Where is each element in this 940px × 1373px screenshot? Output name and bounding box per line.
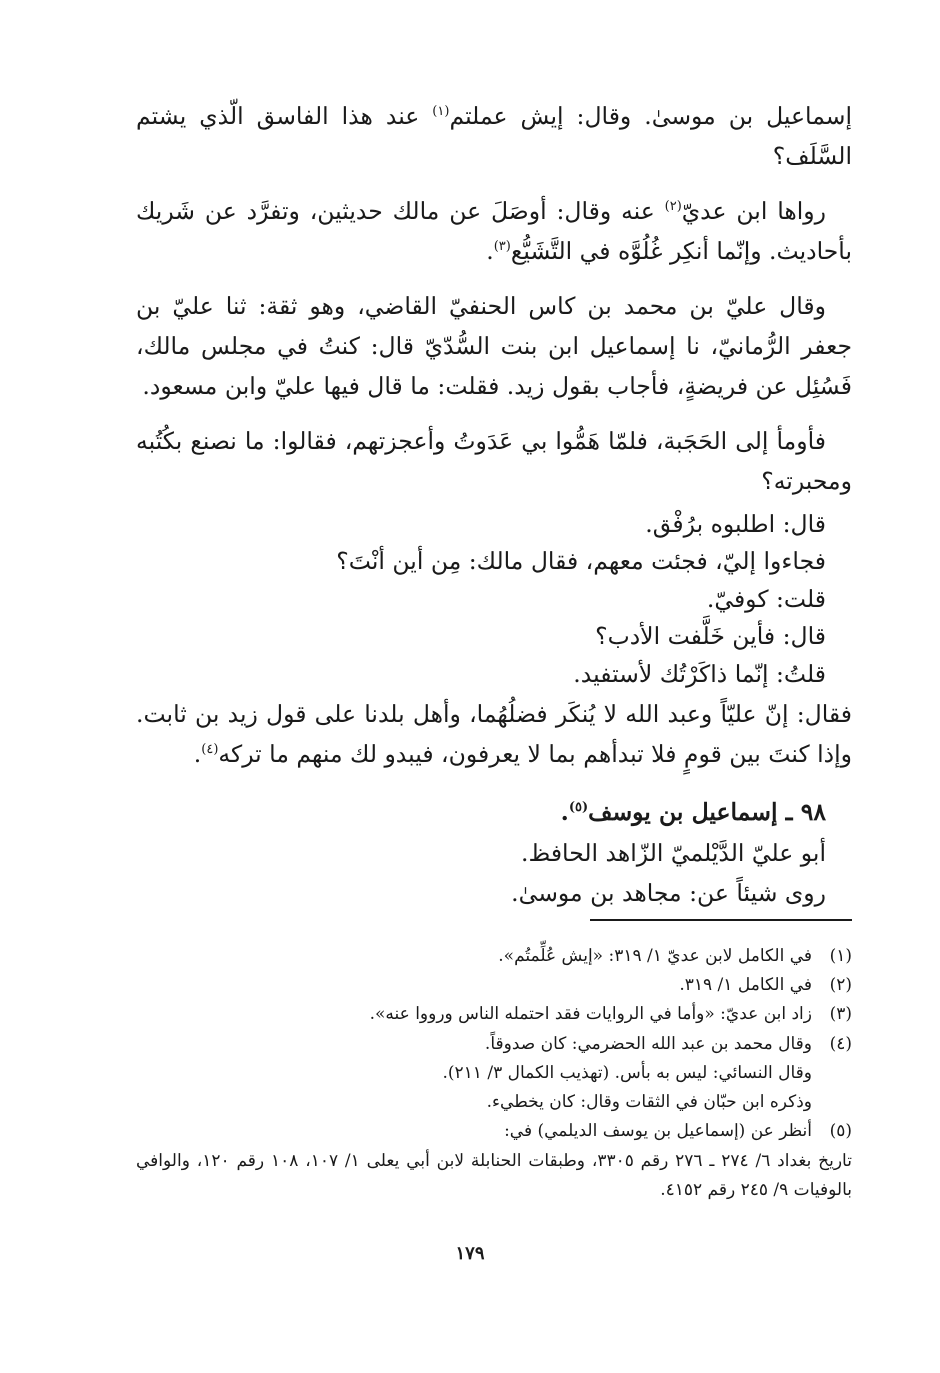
footnote-number: (٥): [829, 1121, 852, 1142]
entry-heading: ٩٨ ـ إسماعيل بن يوسف$^{(٥)}$.: [560, 798, 826, 827]
dialog-line-4: قال: فأين خَلَّفت الأدب؟: [595, 622, 826, 651]
footnote-text: زاد ابن عديّ: «وأما في الروايات فقد احتمله الناس ورووا عنه».: [369, 1004, 812, 1025]
footnote-number: (٢): [829, 975, 852, 996]
footnotes: [136, 942, 852, 1205]
footnote-ref-5: (٥): [568, 800, 589, 816]
dialog-line-5: قلتُ: إنّما ذاكَرْتُك لأستفيد.: [573, 660, 826, 689]
footnote-3: [136, 1000, 852, 1029]
paragraph-4: فأومأ إلى الحَجَبة، فلمّا هَمُّوا بي عَدَوتُ وأعجزتهم، فقالوا: ما نصنع بكُتُبه ومحبرته؟: [136, 426, 852, 496]
paragraph-3: وقال عليّ بن محمد بن كاس الحنفيّ القاضي، وهو ثقة: ثنا عليّ بن جعفر الرُّمانيّ، نا إسماعيل ابن بنت السُّدّيّ قال: كنتُ في مجلس مالك، فَسُئِل عن فريضةٍ، فأجاب بقول زيد. فقلت: ما قال فيها عليّ وابن مسعود.: [136, 291, 852, 401]
footnote-ref-2: (٢): [664, 198, 682, 214]
dialog-line-3: قلت: كوفيّ.: [706, 584, 826, 613]
dialog-line-2: فجاءوا إليّ، فجئت معهم، فقال مالك: مِن أين أنْتَ؟: [336, 547, 826, 576]
footnote-4: [136, 1030, 852, 1059]
footnote-4-continuation-1: وقال النسائي: ليس به بأس. (تهذيب الكمال ٣/ ٢١١).: [442, 1062, 812, 1083]
footnote-2: [136, 971, 852, 1000]
footnote-text: في الكامل لابن عديّ ١/ ٣١٩: «إيش عُلِّمتُم».: [498, 946, 812, 966]
dialog-line-1: قال: اطلبوه برُفْق.: [645, 509, 826, 538]
footnote-number: (٤): [829, 1033, 852, 1054]
entry-line-2: روى شيئاً عن: مجاهد بن موسىٰ.: [511, 879, 826, 908]
footnote-number: (٣): [829, 1004, 852, 1025]
footnote-ref-4: (٤): [201, 742, 219, 758]
footnote-separator: [590, 919, 852, 921]
footnote-ref-3: (٣): [493, 239, 511, 255]
footnote-number: (١): [829, 946, 852, 966]
paragraph-2: رواها ابن عديّ$^{(٢)}$ عنه وقال: أوصَلَ عن مالك حديثين، وتفرَّد عن شَريك بأحاديث. وإنّما أنكِر غُلُوَّه في التَّشَيُّع$^{(٣)}$.: [136, 196, 852, 266]
main-text: [136, 96, 852, 914]
footnote-1: [136, 942, 852, 971]
entry-line-1: أبو عليّ الدَّيْلميّ الزّاهد الحافظ.: [521, 838, 826, 867]
footnote-5-continuation: تاريخ بغداد ٦/ ٢٧٤ ـ ٢٧٦ رقم ٣٣٠٥، وطبقات الحنابلة لابن أبي يعلى ١/ ١٠٧، ١٠٨ رقم ١٢٠، والوافي بالوفيات ٩/ ٢٤٥ رقم ٤١٥٢.: [136, 1150, 852, 1200]
paragraph-5: فقال: إنّ عليّاً وعبد الله لا يُنكَر فضلُهُما، وأهل بلدنا على قول زيد بن ثابت. وإذا كنتَ بين قومٍ فلا تبدأهم بما لا يعرفون، فيبدو لك منهم ما تركه$^{(٤)}$.: [136, 699, 852, 769]
footnote-text: في الكامل ١/ ٣١٩.: [679, 975, 812, 996]
footnote-text: وقال محمد بن عبد الله الحضرمي: كان صدوقاً.: [484, 1033, 812, 1054]
page-number: ١٧٩: [455, 1243, 485, 1264]
footnote-ref-1: (١): [432, 104, 450, 120]
footnote-text: أنظر عن (إسماعيل بن يوسف الديلمي) في:: [504, 1121, 812, 1142]
footnote-4-continuation-2: وذكره ابن حبّان في الثقات وقال: كان يخطيء.: [486, 1092, 812, 1113]
footnote-5: [136, 1117, 852, 1146]
paragraph-1: إسماعيل بن موسىٰ. وقال: إيش عملتم$^{(١)}$ عند هذا الفاسق الّذي يشتم السَّلَف؟: [136, 102, 852, 171]
